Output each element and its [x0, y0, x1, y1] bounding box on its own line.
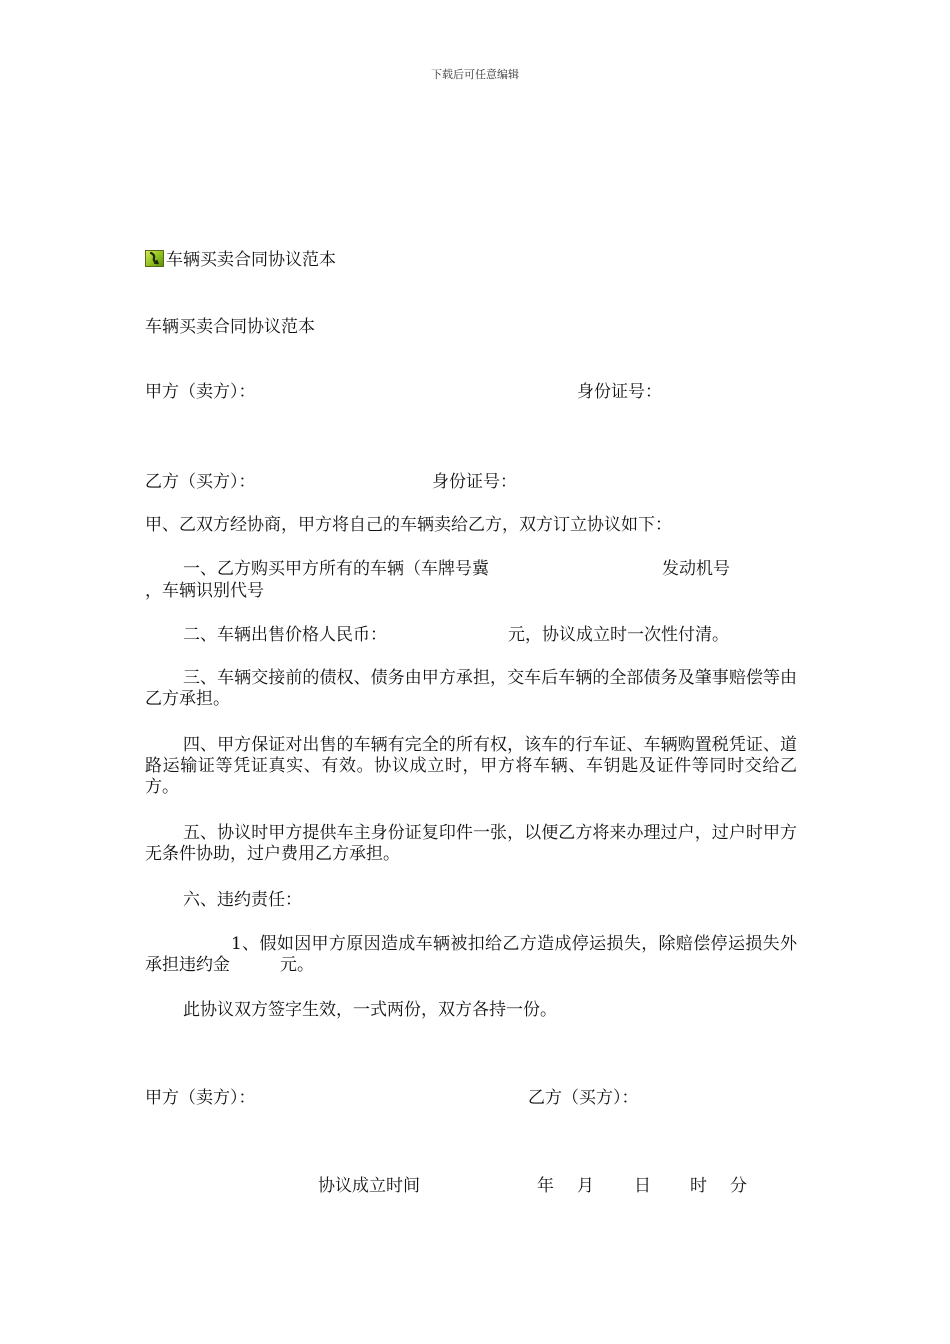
time-day: 日: [634, 1176, 651, 1196]
clause-3: 三、车辆交接前的债权、债务由甲方承担，交车后车辆的全部债务及肇事赔偿等由乙方承担。: [145, 668, 797, 709]
signature-party-a: 甲方（卖方）：: [145, 1088, 256, 1108]
clause-1-vin: ，车辆识别代号: [145, 581, 264, 601]
clause-2-price-label: 二、车辆出售价格人民币：: [183, 625, 387, 645]
clause-6-1: [145, 934, 797, 976]
clause-1-engine: 发动机号: [662, 559, 730, 579]
clause-5: 五、协议时甲方提供车主身份证复印件一张，以便乙方将来办理过户，过户时甲方无条件协助，过户费用乙方承担。: [145, 823, 797, 864]
page-header-note: 下载后可任意编辑: [431, 68, 519, 81]
signature-party-b: 乙方（买方）：: [528, 1088, 639, 1108]
party-b-label: 乙方（买方）：: [145, 472, 256, 492]
party-b-id-label: 身份证号：: [432, 472, 517, 492]
agreement-intro: 甲、乙双方经协商，甲方将自己的车辆卖给乙方，双方订立协议如下：: [145, 515, 672, 535]
time-month: 月: [577, 1176, 594, 1196]
party-a-id-label: 身份证号：: [577, 382, 662, 402]
clause-6-1-unit: 元。: [280, 955, 314, 975]
party-a-label: 甲方（卖方）：: [145, 382, 256, 402]
document-title: 车辆买卖合同协议范本: [145, 317, 315, 337]
time-minute: 分: [730, 1176, 747, 1196]
effect-statement: 此协议双方签字生效，一式两份，双方各持一份。: [183, 1000, 557, 1020]
document-link-title[interactable]: 车辆买卖合同协议范本: [166, 250, 336, 270]
document-link-icon[interactable]: [145, 250, 164, 267]
time-hour: 时: [690, 1176, 707, 1196]
time-year: 年: [537, 1176, 554, 1196]
clause-2-payment: 元，协议成立时一次性付清。: [508, 625, 729, 645]
clause-6-heading: 六、违约责任：: [183, 890, 302, 910]
arrow-icon: [146, 251, 163, 266]
agreement-time-label: 协议成立时间: [318, 1176, 420, 1196]
clause-4: 四、甲方保证对出售的车辆有完全的所有权，该车的行车证、车辆购置税凭证、道路运输证等凭证真实、有效。协议成立时，甲方将车辆、车钥匙及证件等同时交给乙方。: [145, 735, 797, 797]
clause-6-1-text: 1、假如因甲方原因造成车辆被扣给乙方造成停运损失，除赔偿停运损失外承担违约金: [145, 934, 797, 975]
clause-1-plate: 一、乙方购买甲方所有的车辆（车牌号冀: [183, 559, 489, 579]
